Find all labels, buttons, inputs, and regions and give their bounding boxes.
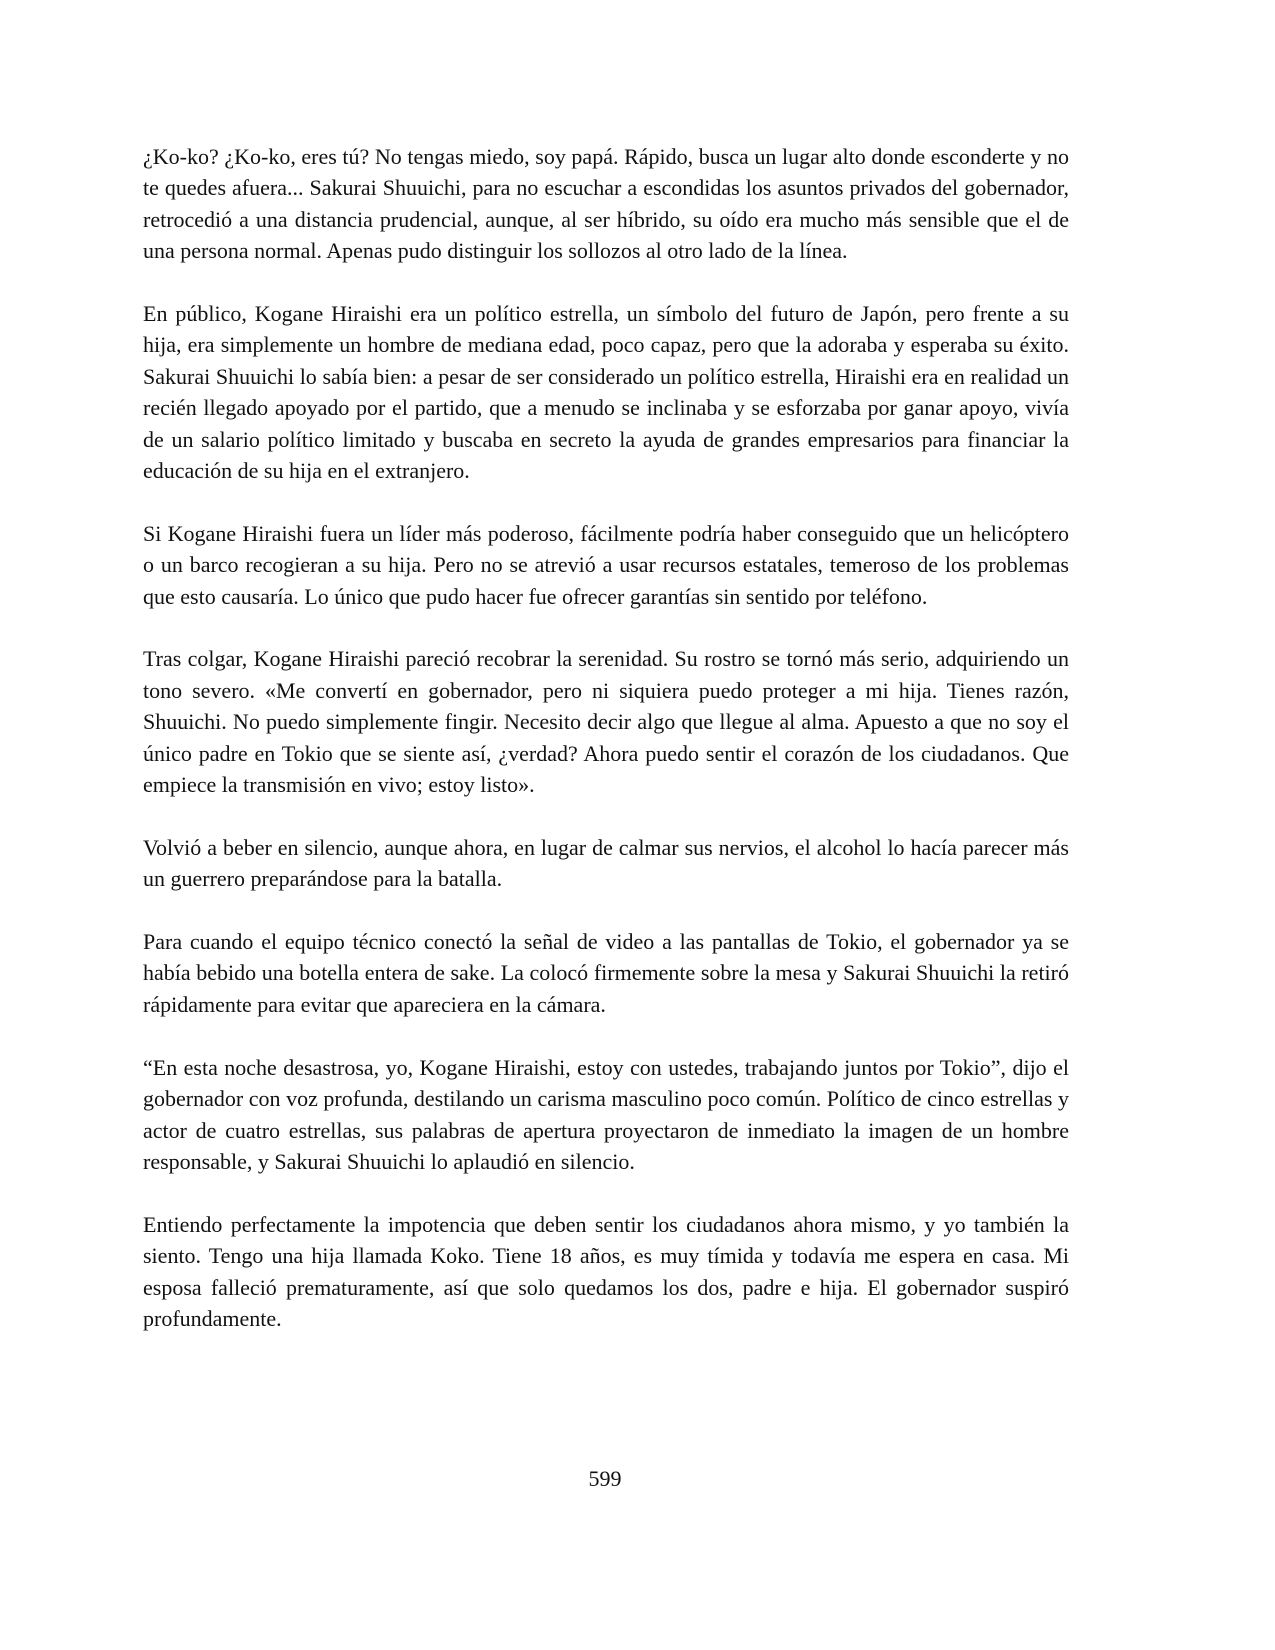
paragraph: Entiendo perfectamente la impotencia que deben sentir los ciudadanos ahora mismo, y yo también la siento. Tengo una hija llamada Koko. Tiene 18 años, es muy tímida y todavía me espera en casa. Mi esposa falleció prematuramente, así que solo quedamos los dos, padre e hija. El gobernador suspiró profundamente. <box>143 1211 1069 1331</box>
page-body <box>143 141 1069 1366</box>
paragraph: Si Kogane Hiraishi fuera un líder más poderoso, fácilmente podría haber conseguido que un helicóptero o un barco recogieran a su hija. Pero no se atrevió a usar recursos estatales, temeroso de los problemas que esto causaría. Lo único que pudo hacer fue ofrecer garantías sin sentido por teléfono. <box>143 520 1069 609</box>
paragraph: Para cuando el equipo técnico conectó la señal de video a las pantallas de Tokio, el gobernador ya se había bebido una botella entera de sake. La colocó firmemente sobre la mesa y Sakurai Shuuichi la retiró rápidamente para evitar que apareciera en la cámara. <box>143 929 1069 1017</box>
paragraph: En público, Kogane Hiraishi era un político estrella, un símbolo del futuro de Japón, pero frente a su hija, era simplemente un hombre de mediana edad, poco capaz, pero que la adoraba y esperaba su éxito. Sakurai Shuuichi lo sabía bien: a pesar de ser considerado un político estrella, Hiraishi era en realidad un recién llegado apoyado por el partido, que a menudo se inclinaba y se esforzaba por ganar apoyo, vivía de un salario político limitado y buscaba en secreto la ayuda de grandes empresarios para financiar la educación de su hija en el extranjero. <box>143 301 1069 484</box>
page-number: 599 <box>588 1466 622 1491</box>
paragraph: “En esta noche desastrosa, yo, Kogane Hiraishi, estoy con ustedes, trabajando juntos por Tokio”, dijo el gobernador con voz profunda, destilando un carisma masculino poco común. Político de cinco estrellas y actor de cuatro estrellas, sus palabras de apertura proyectaron de inmediato la imagen de un hombre responsable, y Sakurai Shuuichi lo aplaudió en silencio. <box>143 1054 1069 1174</box>
paragraph: Volvió a beber en silencio, aunque ahora, en lugar de calmar sus nervios, el alcohol lo hacía parecer más un guerrero preparándose para la batalla. <box>143 834 1069 892</box>
paragraph: ¿Ko-ko? ¿Ko-ko, eres tú? No tengas miedo, soy papá. Rápido, busca un lugar alto donde esconderte y no te quedes afuera... Sakurai Shuuichi, para no escuchar a escondidas los asuntos privados del gobernador, retrocedió a una distancia prudencial, aunque, al ser híbrido, su oído era mucho más sensible que el de una persona normal. Apenas pudo distinguir los sollozos al otro lado de la línea. <box>143 144 1069 264</box>
paragraph: Tras colgar, Kogane Hiraishi pareció recobrar la serenidad. Su rostro se tornó más serio, adquiriendo un tono severo. «Me convertí en gobernador, pero ni siquiera puedo proteger a mi hija. Tienes razón, Shuuichi. No puedo simplemente fingir. Necesito decir algo que llegue al alma. Apuesto a que no soy el único padre en Tokio que se siente así, ¿verdad? Ahora puedo sentir el corazón de los ciudadanos. Que empiece la transmisión en vivo; estoy listo». <box>143 646 1069 798</box>
